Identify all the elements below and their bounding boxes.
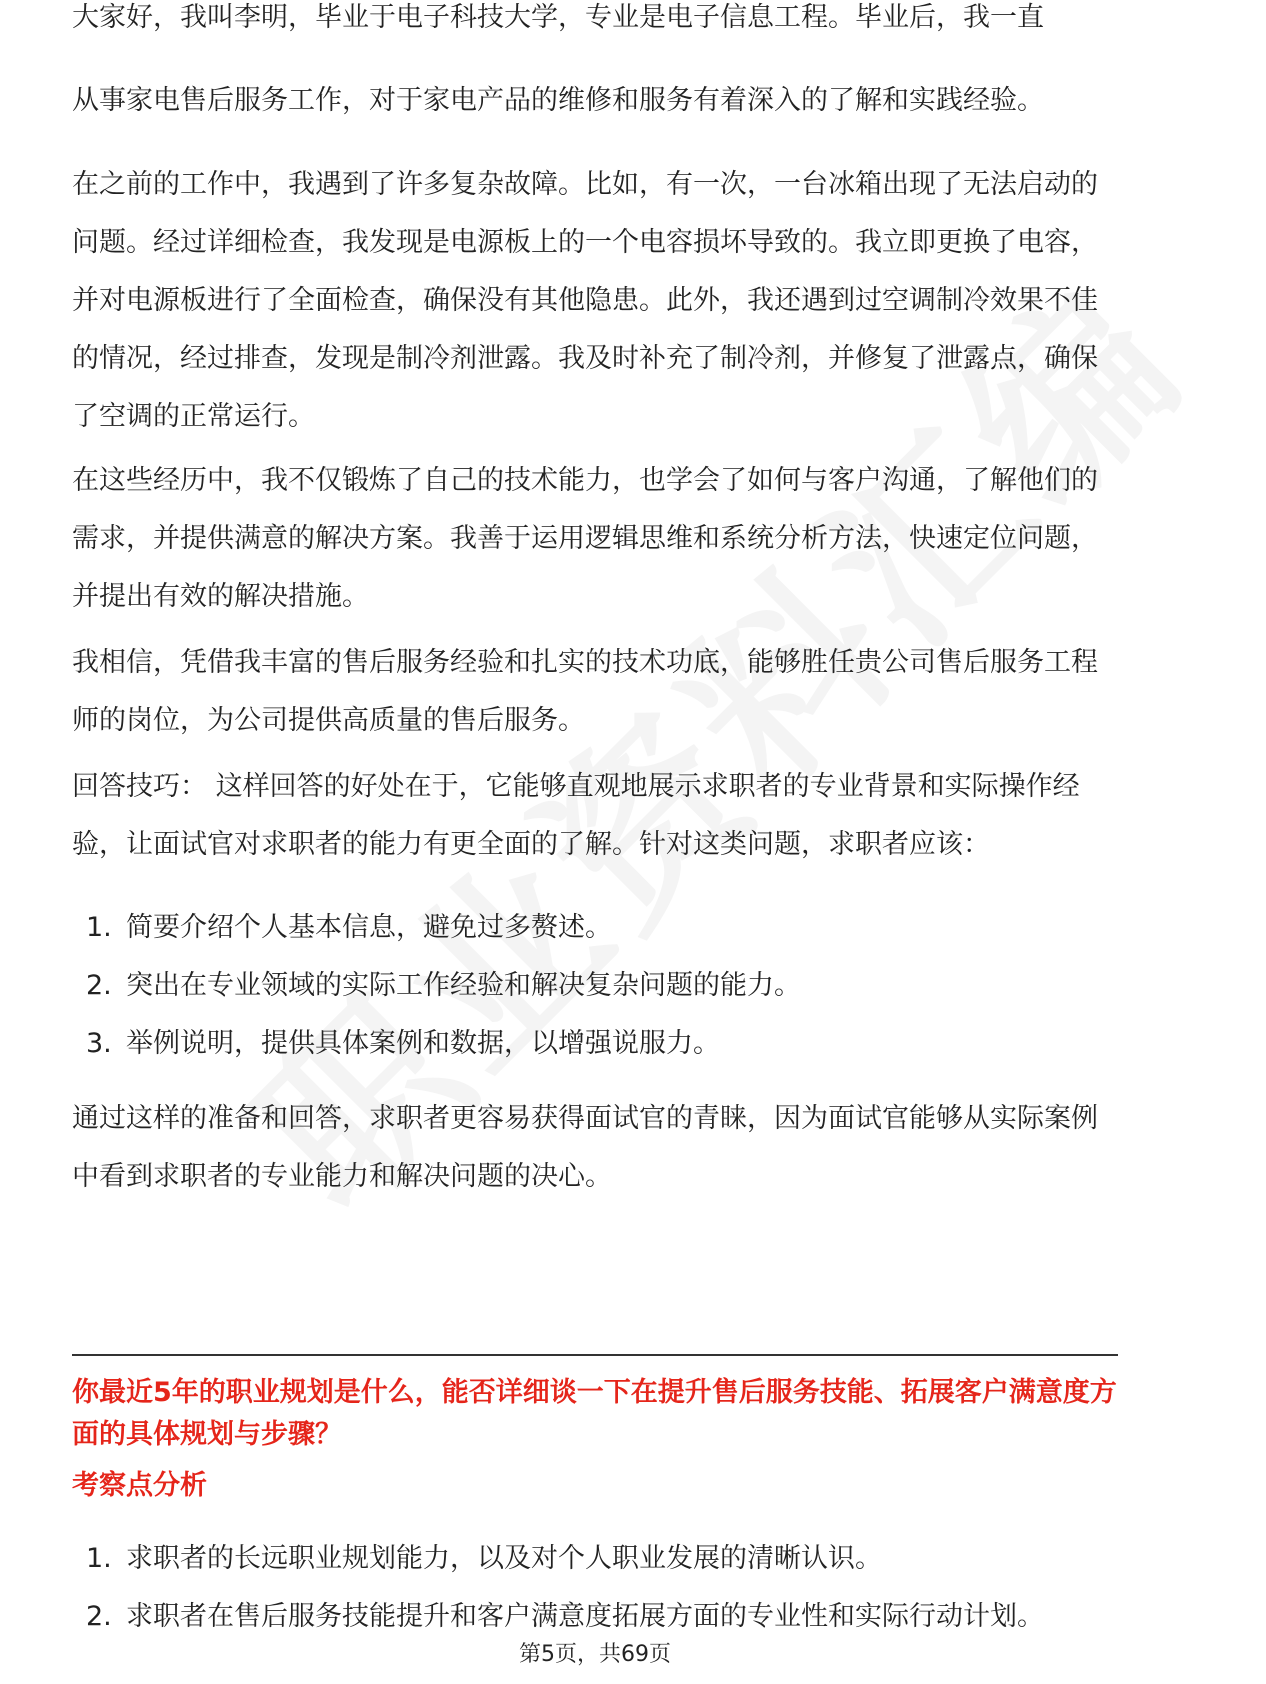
list-item — [72, 957, 1118, 1015]
list-item-text: 求职者在售后服务技能提升和客户满意度拓展方面的专业性和实际行动计划。 — [126, 1601, 1044, 1632]
list-item — [72, 1588, 1118, 1646]
list-item-number: 2. — [86, 1601, 112, 1632]
list-item-number: 2. — [86, 970, 112, 1001]
section-divider — [72, 1354, 1118, 1356]
tips-list — [72, 899, 1118, 1073]
paragraph-intro-end: 从事家电售后服务工作，对于家电产品的维修和服务有着深入的了解和实践经验。 — [72, 85, 1044, 116]
paragraph-answer-tips: 回答技巧： 这样回答的好处在于，它能够直观地展示求职者的专业背景和实际操作经验，让面试官对求职者的能力有更全面的了解。针对这类问题，求职者应该： — [72, 771, 1080, 860]
analysis-title: 考察点分析 — [72, 1470, 207, 1501]
list-item-text: 举例说明，提供具体案例和数据，以增强说服力。 — [126, 1028, 720, 1059]
list-item — [72, 1530, 1118, 1588]
list-item-number: 1. — [86, 1543, 112, 1574]
paragraph-experience: 在之前的工作中，我遇到了许多复杂故障。比如，有一次，一台冰箱出现了无法启动的问题。经过详细检查，我发现是电源板上的一个电容损坏导致的。我立即更换了电容，并对电源板进行了全面检查，确保没有其他隐患。此外，我还遇到过空调制冷效果不佳的情况，经过排查，发现是制冷剂泄露。我及时补充了制冷剂，并修复了泄露点，确保了空调的正常运行。 — [72, 169, 1098, 432]
list-item-number: 3. — [86, 1028, 112, 1059]
question-heading: 你最近5年的职业规划是什么，能否详细谈一下在提升售后服务技能、拓展客户满意度方面的具体规划与步骤？ — [72, 1377, 1117, 1450]
analysis-list — [72, 1530, 1118, 1646]
list-item-text: 突出在专业领域的实际工作经验和解决复杂问题的能力。 — [126, 970, 801, 1001]
list-item — [72, 899, 1118, 957]
list-item-text: 求职者的长远职业规划能力，以及对个人职业发展的清晰认识。 — [126, 1543, 882, 1574]
paragraph-confidence: 我相信，凭借我丰富的售后服务经验和扎实的技术功底，能够胜任贵公司售后服务工程师的岗位，为公司提供高质量的售后服务。 — [72, 647, 1098, 736]
list-item-number: 1. — [86, 912, 112, 943]
partial-top-line — [72, 2, 1118, 52]
list-item-text: 简要介绍个人基本信息，避免过多赘述。 — [126, 912, 612, 943]
paragraph-skills: 在这些经历中，我不仅锻炼了自己的技术能力，也学会了如何与客户沟通，了解他们的需求，并提供满意的解决方案。我善于运用逻辑思维和系统分析方法，快速定位问题，并提出有效的解决措施。 — [72, 465, 1098, 612]
partial-top-line-text: 大家好，我叫李明，毕业于电子科技大学，专业是电子信息工程。毕业后，我一直 — [72, 2, 1044, 33]
page-footer: 第5页，共69页 — [519, 1642, 671, 1667]
list-item — [72, 1015, 1118, 1073]
paragraph-conclusion: 通过这样的准备和回答，求职者更容易获得面试官的青睐，因为面试官能够从实际案例中看到求职者的专业能力和解决问题的决心。 — [72, 1103, 1098, 1192]
